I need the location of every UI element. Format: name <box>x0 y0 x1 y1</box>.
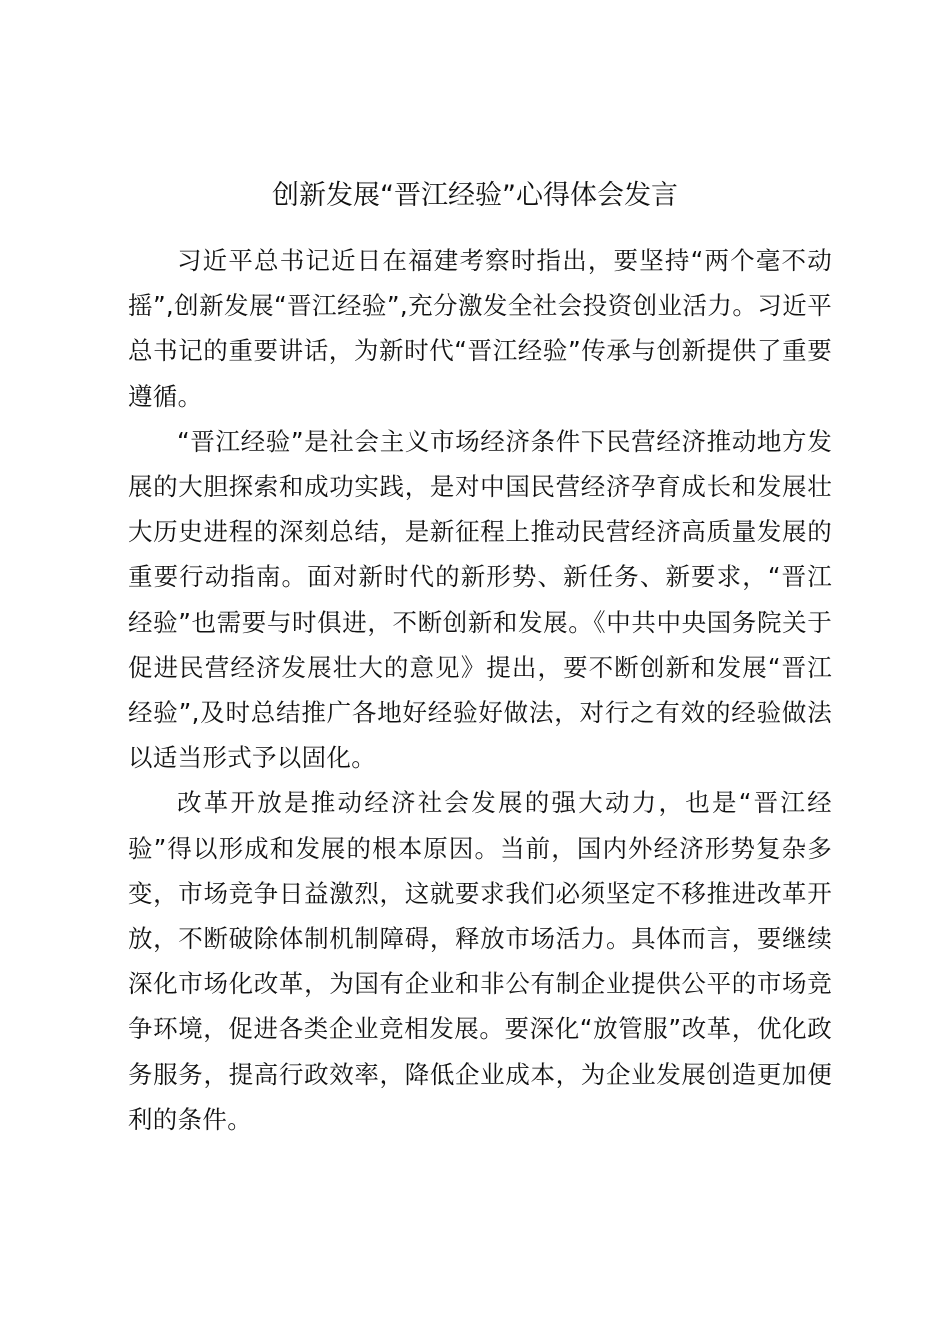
document-title: 创新发展“晋江经验”心得体会发言 <box>272 180 678 211</box>
paragraph-2: “晋江经验”是社会主义市场经济条件下民营经济推动地方发展的大胆探索和成功实践，是对中国民营经济孕育成长和发展壮大历史进程的深刻总结，是新征程上推动民营经济高质量发展的重要行动指南。面对新时代的新形势、新任务、新要求，“晋江经验”也需要与时俱进，不断创新和发展。《中共中央国务院关于促进民营经济发展壮大的意见》提出，要不断创新和发展“晋江经验”,及时总结推广各地好经验好做法，对行之有效的经验做法以适当形式予以固化。 <box>128 426 832 773</box>
document-body <box>128 238 832 1142</box>
paragraph-1: 习近平总书记近日在福建考察时指出，要坚持“两个毫不动摇”,创新发展“晋江经验”,充分激发全社会投资创业活力。习近平总书记的重要讲话，为新时代“晋江经验”传承与创新提供了重要遵循。 <box>128 246 832 411</box>
paragraph-3: 改革开放是推动经济社会发展的强大动力，也是“晋江经验”得以形成和发展的根本原因。当前，国内外经济形势复杂多变，市场竞争日益激烈，这就要求我们必须坚定不移推进改革开放，不断破除体制机制障碍，释放市场活力。具体而言，要继续深化市场化改革，为国有企业和非公有制企业提供公平的市场竞争环境，促进各类企业竞相发展。要深化“放管服”改革，优化政务服务，提高行政效率，降低企业成本，为企业发展创造更加便利的条件。 <box>128 788 832 1134</box>
